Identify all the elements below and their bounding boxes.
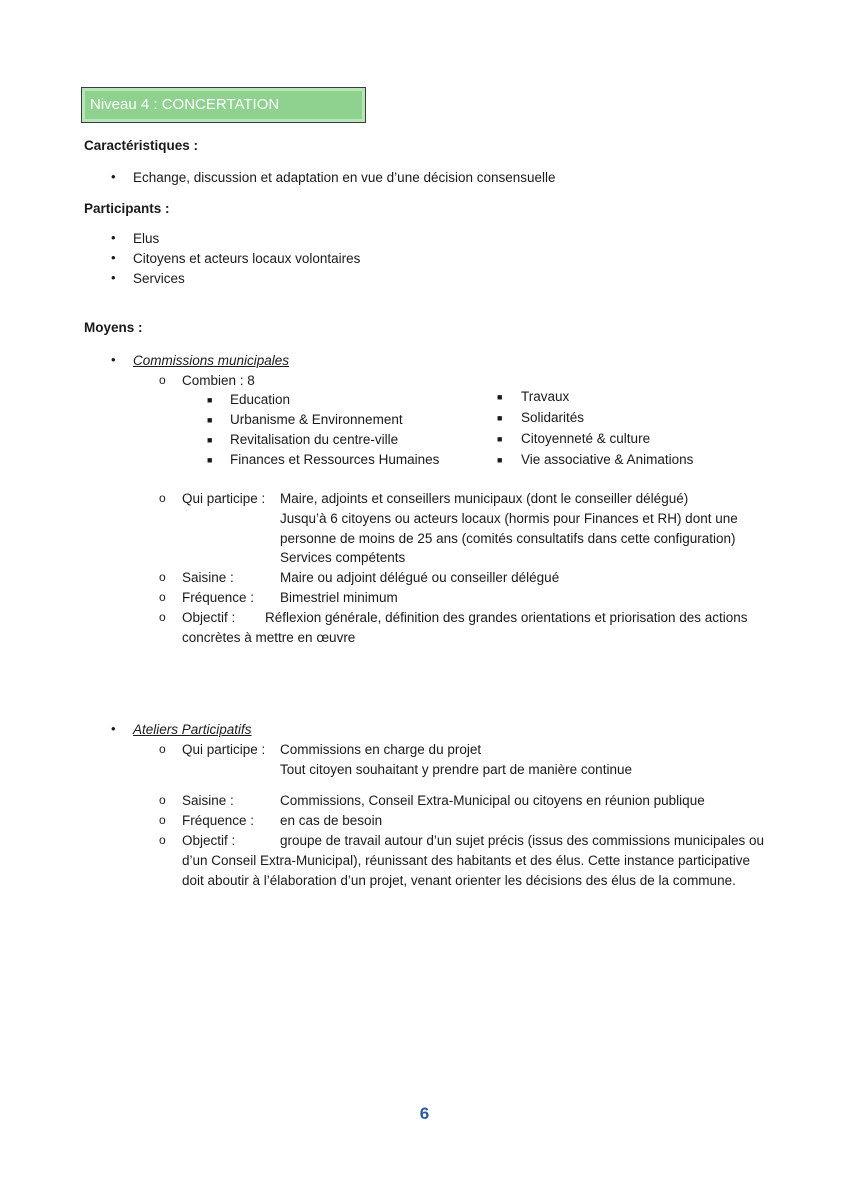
commission-item: Citoyenneté & culture (521, 431, 651, 446)
qui-participe-line: personne de moins de 25 ans (comités consultatifs dans cette configuration) (280, 531, 736, 546)
qui-participe-line: Maire, adjoints et conseillers municipaux (dont le conseiller délégué) (280, 491, 689, 506)
circle-bullet-icon: o (159, 491, 166, 505)
saisine-label: Saisine : (182, 793, 234, 808)
circle-bullet-icon: o (159, 373, 166, 387)
saisine-value: Maire ou adjoint délégué ou conseiller délégué (280, 570, 560, 585)
bullet-icon: • (111, 352, 116, 367)
circle-bullet-icon: o (159, 813, 166, 827)
circle-bullet-icon: o (159, 570, 166, 584)
square-bullet-icon: ■ (497, 392, 503, 402)
bullet-icon: • (111, 250, 116, 265)
bullet-icon: • (111, 721, 116, 736)
participants-item: Services (133, 271, 185, 286)
square-bullet-icon: ■ (207, 455, 213, 465)
circle-bullet-icon: o (159, 742, 166, 756)
objectif-line: groupe de travail autour d’un sujet précis (issus des commissions municipales ou (280, 833, 764, 848)
square-bullet-icon: ■ (497, 434, 503, 444)
objectif-line: Réflexion générale, définition des grandes orientations et priorisation des actions (265, 610, 748, 625)
circle-bullet-icon: o (159, 610, 166, 624)
objectif-label: Objectif : (182, 610, 236, 625)
frequence-label: Fréquence : (182, 813, 255, 828)
objectif-line: concrètes à mettre en œuvre (182, 630, 356, 645)
combien-label: Combien : 8 (182, 373, 255, 388)
qui-participe-line: Services compétents (280, 550, 406, 565)
circle-bullet-icon: o (159, 590, 166, 604)
bullet-icon: • (111, 230, 116, 245)
commission-item: Finances et Ressources Humaines (230, 452, 440, 467)
circle-bullet-icon: o (159, 833, 166, 847)
objectif-line: doit aboutir à l’élaboration d’un projet, venant orienter les décisions des élus de la commune. (182, 873, 736, 888)
participants-item: Elus (133, 231, 160, 246)
saisine-label: Saisine : (182, 570, 234, 585)
commissions-title: Commissions municipales (133, 353, 290, 368)
frequence-value: en cas de besoin (280, 813, 383, 828)
square-bullet-icon: ■ (497, 413, 503, 423)
circle-bullet-icon: o (159, 793, 166, 807)
commission-item: Urbanisme & Environnement (230, 412, 403, 427)
frequence-value: Bimestriel minimum (280, 590, 398, 605)
level-title-box (81, 87, 366, 123)
qui-participe-line: Commissions en charge du projet (280, 742, 482, 757)
moyens-heading: Moyens : (84, 320, 143, 335)
participants-item: Citoyens et acteurs locaux volontaires (133, 251, 361, 266)
qui-participe-label: Qui participe : (182, 491, 266, 506)
caracteristiques-item: Echange, discussion et adaptation en vue d’une décision consensuelle (133, 170, 556, 185)
saisine-value: Commissions, Conseil Extra-Municipal ou citoyens en réunion publique (280, 793, 705, 808)
square-bullet-icon: ■ (497, 455, 503, 465)
qui-participe-label: Qui participe : (182, 742, 266, 757)
commission-item: Revitalisation du centre-ville (230, 432, 399, 447)
qui-participe-line: Tout citoyen souhaitant y prendre part de manière continue (280, 762, 632, 777)
level-title: Niveau 4 : CONCERTATION (90, 96, 280, 113)
bullet-icon: • (111, 169, 116, 184)
commission-item: Education (230, 392, 291, 407)
participants-heading: Participants : (84, 201, 170, 216)
qui-participe-line: Jusqu’à 6 citoyens ou acteurs locaux (hormis pour Finances et RH) dont une (280, 511, 738, 526)
page-number: 6 (419, 1104, 430, 1123)
objectif-line: d’un Conseil Extra-Municipal), réunissant des habitants et des élus. Cette instance participative (182, 853, 751, 868)
square-bullet-icon: ■ (207, 415, 213, 425)
square-bullet-icon: ■ (207, 435, 213, 445)
square-bullet-icon: ■ (207, 395, 213, 405)
caracteristiques-heading: Caractéristiques : (84, 138, 199, 153)
commission-item: Travaux (521, 389, 570, 404)
commission-item: Vie associative & Animations (521, 452, 694, 467)
objectif-label: Objectif : (182, 833, 236, 848)
frequence-label: Fréquence : (182, 590, 255, 605)
commission-item: Solidarités (521, 410, 585, 425)
ateliers-title: Ateliers Participatifs (133, 722, 252, 737)
bullet-icon: • (111, 270, 116, 285)
